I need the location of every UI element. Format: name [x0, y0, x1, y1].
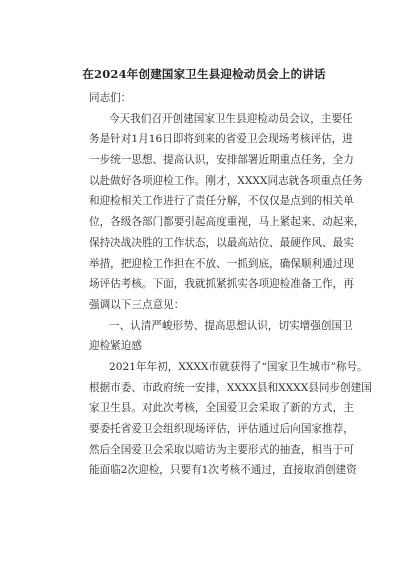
text-line: 一、认清严峻形势、提高思想认识，切实增强创国卫	[109, 319, 353, 332]
text-line: 根据市委、市政府统一安排，XXXX县和XXXX县同步创建国	[89, 381, 372, 394]
text-line: 今天我们召开创建国家卫生县迎检动员会议，主要任	[109, 112, 353, 125]
text-line: 场评估考核。下面，我就抓紧抓实各项迎检准备工作，再	[89, 278, 354, 291]
text-line: 以赴做好各项迎检工作。刚才，XXXX同志就各项重点任务	[89, 174, 363, 187]
greeting-line: 同志们：	[89, 92, 132, 104]
text-line: 务是针对1月16日即将到来的省爱卫会现场考核评估，进	[89, 133, 353, 146]
text-line: 举措，把迎检工作担在不放、一抓到底，确保顺利通过现	[89, 257, 354, 270]
text-line: 家卫生县。对此次考核，全国爱卫会采取了新的方式，主	[89, 402, 354, 415]
document-title: 在2024年创建国家卫生县迎检动员会上的讲话	[82, 67, 326, 81]
text-line: 和迎检相关工作进行了责任分解，不仅仅是点到的相关单	[89, 195, 354, 208]
text-line: 迎检紧迫感	[89, 340, 142, 353]
text-line: 强调以下三点意见：	[89, 298, 185, 311]
text-line: 然后全国爱卫会采取以暗访为主要形式的抽查，相当于可	[89, 443, 354, 456]
document-body	[89, 88, 372, 481]
text-line: 一步统一思想、提高认识，安排部署近期重点任务，全力	[89, 154, 354, 167]
text-line: 能面临2次迎检，只要有1次考核不通过，直接取消创建资	[89, 464, 357, 477]
text-line: 保持决战决胜的工作状态，以最高站位、最硬作风、最实	[89, 236, 354, 249]
text-line: 要委托省爱卫会组织现场评估，评估通过后向国家推荐，	[89, 423, 354, 435]
text-line: 位，各级各部门都要引起高度重视，马上紧起来、动起来，	[89, 216, 365, 229]
text-line: 2021年年初，XXXX市就获得了“国家卫生城市”称号。	[109, 360, 368, 373]
paragraph-lines	[89, 109, 372, 481]
